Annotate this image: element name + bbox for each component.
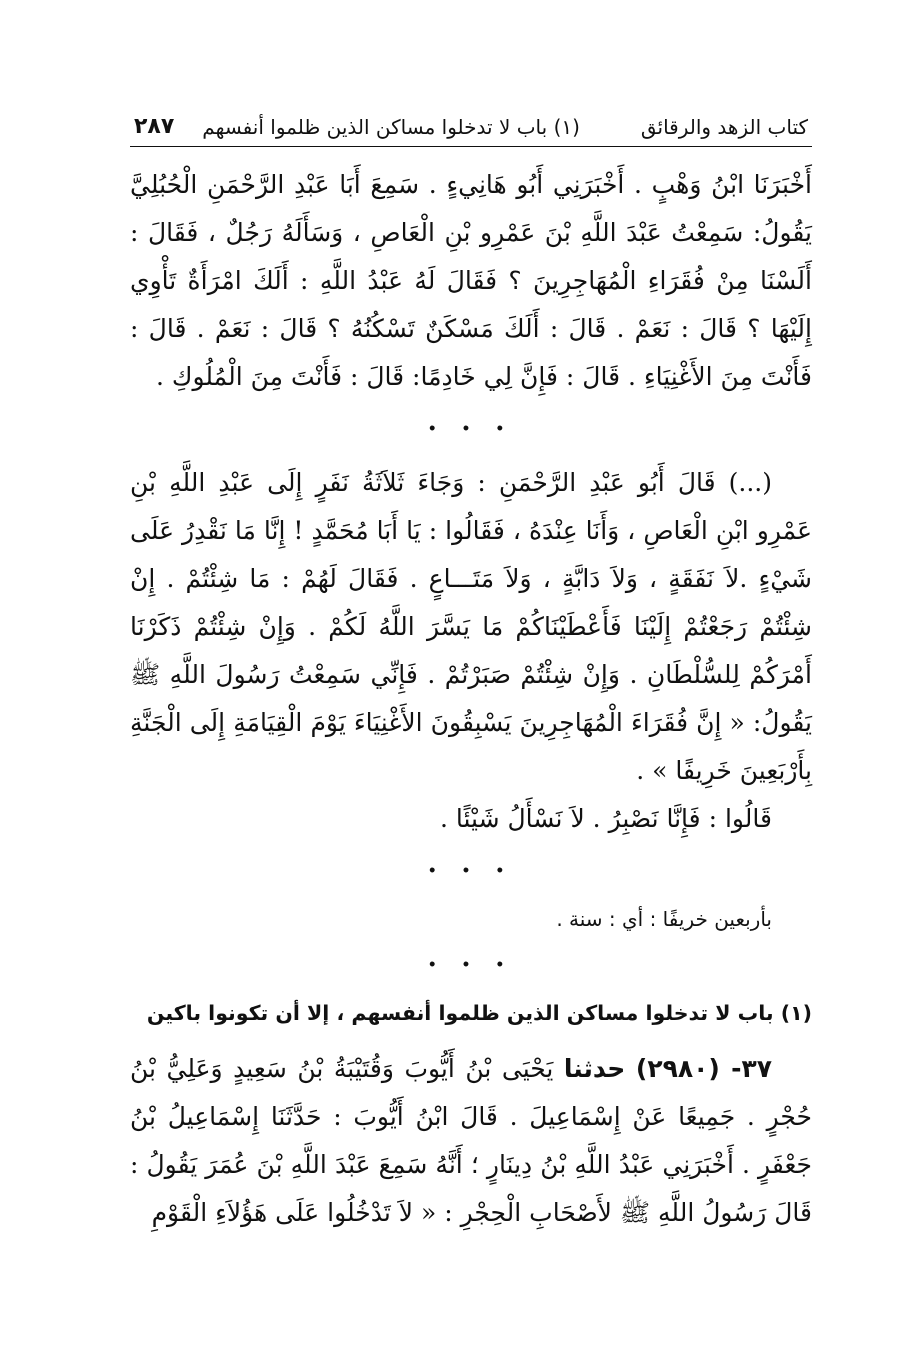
section-title: (١) باب لا تدخلوا مساكن الذين ظلموا أنفسهم — [202, 115, 580, 139]
section-divider: • • • — [427, 957, 515, 973]
section-divider: • • • — [427, 421, 515, 437]
hadith-paragraph-1: أَخْبَرَنَا ابْنُ وَهْبٍ . أَخْبَرَنِي أَبُو هَانِيءٍ . سَمِعَ أَبَا عَبْدِ الرَّحْمَنِ الْحُبُلِيَّ يَقُولُ: سَمِعْتُ عَبْدَ اللَّهِ بْنَ عَمْرِو بْنِ الْعَاصِ ، وَسَأَلَهُ رَجُلٌ ، فَقَالَ : أَلَسْنَا مِنْ فُقَرَاءِ الْمُهَاجِرِينَ ؟ فَقَالَ لَهُ عَبْدُ اللَّهِ : أَلَكَ امْرَأَةٌ تَأْوِي إِلَيْهَا ؟ قَالَ : نَعَمْ . قَالَ : أَلَكَ مَسْكَنٌ تَسْكُنُهُ ؟ قَالَ : نَعَمْ . قَالَ : فَأَنْتَ مِنَ الأَغْنِيَاءِ . قَالَ : فَإِنَّ لِي خَادِمًا: قَالَ : فَأَنْتَ مِنَ الْمُلُوكِ . — [130, 170, 812, 391]
section-divider: • • • — [427, 863, 515, 879]
hadith-paragraph-3 — [130, 1045, 812, 1237]
running-head — [130, 112, 812, 147]
hadith-paragraph-2: (...) قَالَ أَبُو عَبْدِ الرَّحْمَنِ : وَجَاءَ ثَلاَثَةُ نَفَرٍ إِلَى عَبْدِ اللَّهِ بْنِ عَمْرِو ابْنِ الْعَاصِ ، وَأَنَا عِنْدَهُ ، فَقَالُوا : يَا أَبَا مُحَمَّدٍ ! إِنَّا مَا نَقْدِرُ عَلَى شَيْءٍ .لاَ نَفَقَةٍ ، وَلاَ دَابَّةٍ ، وَلاَ مَتَـــاعٍ . فَقَالَ لَهُمْ : مَا شِئْتُمْ . إِنْ شِئْتُمْ رَجَعْتُمْ إِلَيْنَا فَأَعْطَيْنَاكُمْ مَا يَسَّرَ اللَّهُ لَكُمْ . وَإِنْ شِئْتُمْ ذَكَرْنَا أَمْرَكُمْ لِلسُّلْطَانِ . وَإِنْ شِئْتُمْ صَبَرْتُمْ . فَإِنِّي سَمِعْتُ رَسُولَ اللَّهِ ﷺ يَقُولُ: « إِنَّ فُقَرَاءَ الْمُهَاجِرِينَ يَسْبِقُونَ الأَغْنِيَاءَ يَوْمَ الْقِيَامَةِ إِلَى الْجَنَّةِ بِأَرْبَعِينَ خَرِيفًا » . — [130, 468, 812, 785]
hadith-number: ٣٧- (٢٩٨٠) — [635, 1054, 772, 1083]
hadith-text: يَحْيَى بْنُ أَيُّوبَ وَقُتَيْبَةُ بْنُ سَعِيدٍ وَعَلِيُّ بْنُ حُجْرٍ . جَمِيعًا عَنْ إِسْمَاعِيلَ . قَالَ ابْنُ أَيُّوبَ : حَدَّثَنَا إِسْمَاعِيلُ بْنُ جَعْفَرٍ . أَخْبَرَنِي عَبْدُ اللَّهِ بْنُ دِينَارٍ ؛ أَنَّهُ سَمِعَ عَبْدَ اللَّهِ بْنَ عُمَرَ يَقُولُ : قَالَ رَسُولُ اللَّهِ ﷺ لأَصْحَابِ الْحِجْرِ : « لاَ تَدْخُلُوا عَلَى هَؤُلاَءِ الْقَوْمِ — [130, 1054, 812, 1227]
chapter-heading: (١) باب لا تدخلوا مساكن الذين ظلموا أنفسهم ، إلا أن تكونوا باكين — [146, 1001, 812, 1025]
hadith-lead-word: حدثنا — [563, 1054, 626, 1083]
book-page — [130, 112, 812, 1237]
page-number: ٢٨٧ — [134, 114, 175, 139]
footnote-gloss: بأربعين خريفًا : أي : سنة . — [556, 907, 772, 931]
running-head-left — [134, 112, 580, 142]
chapter-title: كتاب الزهد والرقائق — [640, 115, 808, 139]
hadith-reply: قَالُوا : فَإِنَّا نَصْبِرُ . لاَ نَسْأَلُ شَيْئًا . — [439, 804, 772, 833]
